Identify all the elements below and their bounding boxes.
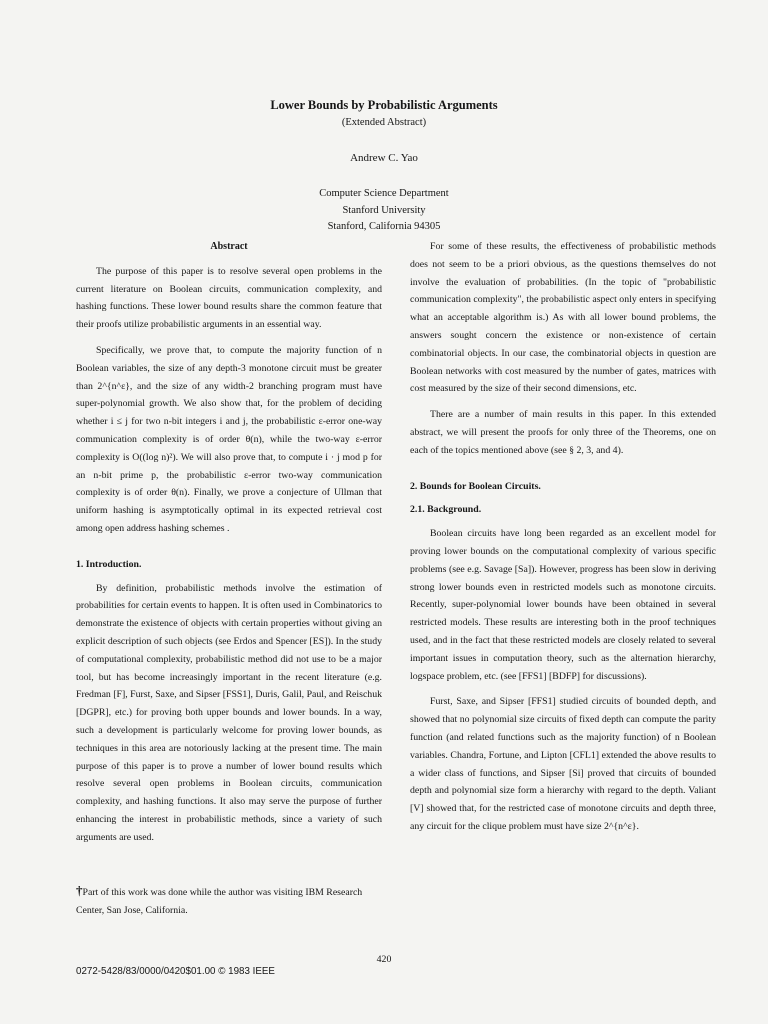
section-heading: 1. Introduction. [76, 558, 142, 570]
abstract-paragraph: The purpose of this paper is to resolve several open problems in the current literature on Boolean circuits, communication complexity, and hashing functions. These lower bound results share the common feature that their proofs utilize probabilistic arguments in an essential way. [76, 265, 382, 331]
body-paragraph: For some of these results, the effectiveness of probabilistic methods does not seem to be a priori obvious, as the questions themselves do not involve the evaluation of probabilities. (In the topic of "probabilistic communication complexity", the probabilistic aspect only enters in specifying what an acceptable algorithm is.) As with all lower bound problems, the answers sought concern the existence or non-existence of certain combinatorial objects. In our case, the combinatorial objects in question are Boolean networks with cost measured by the number of gates, matrices with cost measured by the size of their second dimensions, etc. [410, 241, 716, 395]
footnote-text: Part of this work was done while the author was visiting IBM Research Center, San Jose, California. [76, 887, 363, 916]
paper-title: Lower Bounds by Probabilistic Arguments [270, 98, 498, 112]
affiliation-line: Stanford, California 94305 [327, 221, 441, 232]
affiliation [0, 186, 768, 236]
paper-subtitle: (Extended Abstract) [341, 117, 427, 128]
abstract-paragraph: Specifically, we prove that, to compute the majority function of n Boolean variables, the size of any depth-3 monotone circuit must be greater than 2^{n^ε}, and the size of any width-2 branching program must have super-polynomial growth. We also show that, for the problem of deciding whether i ≤ j for two n-bit integers i and j, the probabilistic ε-error one-way communication complexity is of order θ(n), while the two-way ε-error complexity is O((log n)²). We will also prove that, to compute i · j mod p for an n-bit prime p, the probabilistic ε-error two-way communication complexity is of order θ(n). Finally, we prove a conjecture of Ullman that uniform hashing is asymptotically optimal in its expected retrieval cost among open address hashing schemes . [76, 344, 382, 534]
footnote [76, 882, 382, 919]
page-number: 420 [376, 954, 392, 965]
left-column [76, 238, 382, 847]
author-name: Andrew C. Yao [350, 152, 418, 164]
body-paragraph: There are a number of main results in this paper. In this extended abstract, we will present the proofs for only three of the Theorems, one on each of the topics mentioned above (see § 2, 3, and 4). [410, 409, 716, 456]
body-paragraph: Boolean circuits have long been regarded as an excellent model for proving lower bounds on the computational complexity of various specific problems (see e.g. Savage [Sa]). However, progress has been slow in deriving strong lower bounds even in restricted models such as monotone circuits. Recently, super-polynomial lower bounds have been obtained in several restricted models. These results are interesting both in the proof techniques used, and in the fact that these restricted models are closely related to several important issues in computation theory, such as the alternation hierarchy, logspace problem, etc. (see [FFS1] [BDFP] for discussions). [410, 528, 716, 682]
subsection-heading: 2.1. Background. [410, 504, 482, 516]
body-paragraph: Furst, Saxe, and Sipser [FFS1] studied circuits of bounded depth, and showed that no polynomial size circuits of fixed depth can compute the parity function (and related functions such as the majority function) of n Boolean variables. Chandra, Fortune, and Lipton [CFL1] extended the above results to a wider class of functions, and Sipser [Si] proved that circuits of bounded depth and polynomial size form a hierarchy with regard to the depth. Valiant [V] showed that, for the restricted case of monotone circuits and depth three, any circuit for the clique problem must have size 2^{n^ε}. [410, 696, 716, 832]
abstract-heading: Abstract [210, 241, 248, 252]
body-paragraph: By definition, probabilistic methods involve the estimation of probabilities for certain events to happen. It is often used in Combinatorics to demonstrate the existence of objects with certain properties without giving an explicit description of such objects (see Erdos and Spencer [ES]). In the study of computational complexity, probabilistic method did not use to be a major tool, but has become increasingly important in the recent literature (e.g. Fredman [F], Furst, Saxe, and Sipser [FSS1], Duris, Galil, Paul, and Reischuk [DGPR], etc.) for proving both upper bounds and lower bounds. In a way, such a development is particularly welcome for proving lower bounds, as techniques in this area are notoriously lacking at the present time. The main purpose of this paper is to prove a number of lower bound results which resolve several open problems in Boolean circuits, communication complexity, and hashing functions. It also may serve the purpose of further enhancing the interest in probabilistic methods, since a variety of such arguments are used. [76, 582, 382, 843]
affiliation-line: Stanford University [342, 204, 426, 216]
copyright-line: 0272-5428/83/0000/0420$01.00 © 1983 IEEE [76, 966, 275, 977]
footnote-mark: † [76, 883, 83, 898]
affiliation-line: Computer Science Department [319, 188, 449, 199]
section-heading: 2. Bounds for Boolean Circuits. [410, 480, 541, 492]
right-column [410, 238, 716, 836]
